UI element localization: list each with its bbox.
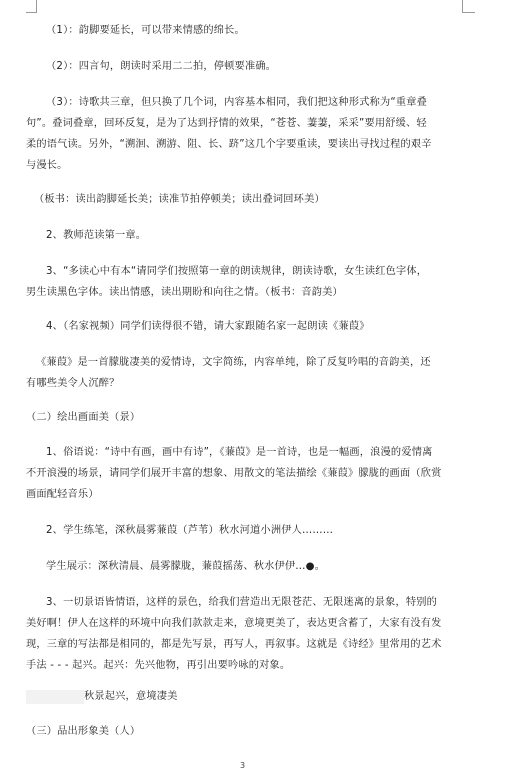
page-number: 3 [240, 761, 246, 770]
paragraph-line: （1）：韵脚要延长，可以带来情感的绵长。 [46, 25, 245, 36]
paragraph-line: 4、（名家视频）同学们读得很不错，请大家跟随名家一起朗读《蒹葭》 [46, 321, 370, 332]
summary-note: 秋景起兴，意境凄美 [84, 691, 178, 702]
paragraph-line: （3）：诗歌共三章，但只换了几个词，内容基本相同，我们把这种形式称为“重章叠 [46, 97, 428, 108]
paragraph-line: 1、俗语说：“诗中有画，画中有诗”，《蒹葭》是一首诗，也是一幅画，浪漫的爱情离 [46, 447, 433, 458]
paragraph-line: 男生读黑色字体。读出情感，读出期盼和向往之情。（板书：音韵美） [26, 287, 343, 298]
paragraph-line: 《蒹葭》是一首朦胧凄美的爱情诗，文字简练，内容单纯，除了反复吟唱的音韵美，还 [36, 357, 431, 368]
paragraph-line: 画面配轻音乐） [26, 489, 99, 500]
paragraph-line: 3、一切景语皆情语，这样的景色，给我们营造出无限苍茫、无限迷离的景象，特别的 [46, 597, 438, 608]
redacted-region [26, 690, 84, 704]
paragraph-line: 手法 - - - 起兴。起兴：先兴他物，再引出要吟咏的对象。 [26, 660, 291, 671]
paragraph-line: 3、“多读心中有本“请同学们按照第一章的朗读规律，朗读诗歌，女生读红色字体， [46, 266, 428, 277]
paragraph-line: 现，三章的写法都是相同的，都是先写景，再写人，再叙事。这就是《诗经》里常用的艺术 [26, 639, 442, 650]
paragraph-line: （2）：四言句，朗读时采用二二拍，停顿要准确。 [46, 61, 277, 72]
paragraph-line: 2、学生练笔，深秋晨雾蒹葭（芦苇）秋水河道小洲伊人……… [46, 525, 334, 536]
paragraph-line: 不开浪漫的场景，请同学们展开丰富的想象、用散文的笔法描绘《蒹葭》朦胧的画面（欣赏 [26, 468, 442, 479]
paragraph-line: 有哪些美令人沉醉？ [26, 378, 120, 389]
blackboard-note: （板书：读出韵脚延长美；读准节拍停顿美；读出叠词回环美） [34, 194, 325, 205]
paragraph-line: 柔的语气读。另外，“溯洄、溯游、阻、长、跻”这几个字要重读，要读出寻找过程的艰辛 [26, 139, 432, 150]
section-heading: （二）绘出画面美（景） [26, 412, 141, 423]
paragraph-line: 学生展示：深秋清晨、晨雾朦胧，蒹葭摇荡、秋水伊伊…●。 [46, 561, 326, 572]
paragraph-line: 2、教师范读第一章。 [46, 230, 147, 241]
paragraph-line: 与漫长。 [26, 160, 68, 171]
paragraph-line: 句”。叠词叠章，回环反复，是为了达到抒情的效果，“苍苍、萋萋，采采”要用舒缓、轻 [26, 118, 427, 129]
crop-mark-top-right [462, 0, 475, 13]
crop-mark-top-left [26, 0, 37, 13]
paragraph-line: 美好啊！伊人在这样的环境中向我们款款走来，意境更美了，表达更含蓄了，大家有没有发 [26, 618, 442, 629]
section-heading: （三）品出形象美（人） [26, 726, 141, 737]
